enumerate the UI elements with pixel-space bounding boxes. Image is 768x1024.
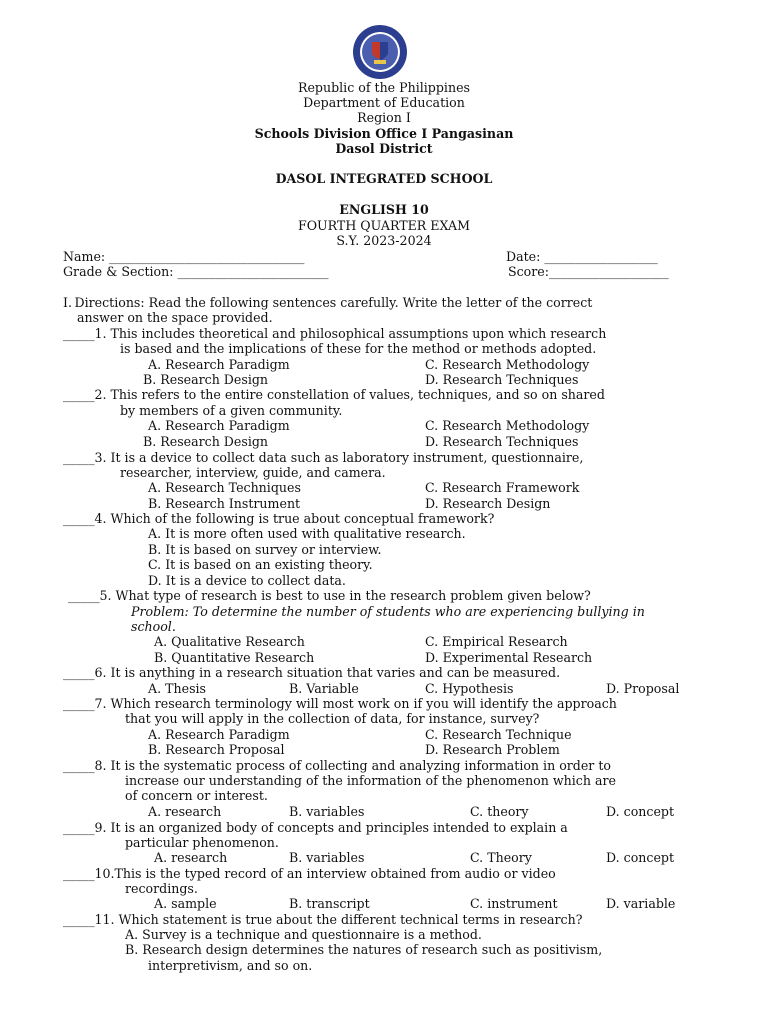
question-10-choice-c: C. instrument — [470, 896, 558, 911]
question-2-line-2: by members of a given community. — [120, 403, 343, 418]
question-5-choice-a: A. Qualitative Research — [154, 634, 305, 649]
question-4-choice-d: D. It is a device to collect data. — [148, 573, 346, 588]
question-6-choice-a: A. Thesis — [148, 681, 207, 696]
directions-line-1: I. Directions: Read the following sentences carefully. Write the letter of the correct — [63, 295, 593, 310]
question-8-line-1: _____8. It is the systematic process of collecting and analyzing information in order to — [63, 758, 611, 773]
question-11-choice-b: B. Research design determines the natures of research such as positivism, — [125, 942, 603, 957]
question-3-choice-c: C. Research Framework — [425, 480, 580, 495]
question-10-line-1: _____10.This is the typed record of an interview obtained from audio or video — [63, 866, 556, 881]
question-10-choice-a: A. sample — [154, 896, 217, 911]
exam-title: FOURTH QUARTER EXAM — [297, 218, 470, 233]
question-7-choice-a: A. Research Paradigm — [148, 727, 290, 742]
question-9-choice-a: A. research — [154, 850, 228, 865]
header-country: Republic of the Philippines — [297, 80, 470, 95]
question-11-choice-a: A. Survey is a technique and questionnaire is a method. — [125, 927, 482, 942]
question-10-choice-b: B. transcript — [289, 896, 370, 911]
question-2-choice-d: D. Research Techniques — [425, 434, 579, 449]
question-9-line-1: _____9. It is an organized body of concepts and principles intended to explain a — [63, 820, 568, 835]
school-year: S.Y. 2023-2024 — [336, 233, 432, 248]
question-5-choice-b: B. Quantitative Research — [154, 650, 315, 665]
question-7-choice-c: C. Research Technique — [425, 727, 572, 742]
question-7-line-2: that you will apply in the collection of data, for instance, survey? — [125, 711, 540, 726]
question-7-choice-d: D. Research Problem — [425, 742, 560, 757]
question-1-line-2: is based and the implications of these for the method or methods adopted. — [120, 341, 597, 356]
question-8-line-3: of concern or interest. — [125, 788, 268, 803]
question-2-choice-b: B. Research Design — [143, 434, 269, 449]
question-8-choice-a: A. research — [148, 804, 222, 819]
question-11-choice-b-cont: interpretivism, and so on. — [148, 958, 313, 973]
question-3-choice-d: D. Research Design — [425, 496, 551, 511]
name-field[interactable]: Name: _______________________________ — [63, 249, 305, 264]
grade-section-field[interactable]: Grade & Section: ________________________ — [63, 264, 329, 279]
question-2-line-1: _____2. This refers to the entire constellation of values, techniques, and so on shared — [63, 387, 605, 402]
question-8-choice-b: B. variables — [289, 804, 365, 819]
question-5-choice-c: C. Empirical Research — [425, 634, 568, 649]
subject-title: ENGLISH 10 — [339, 202, 429, 217]
question-1-choice-a: A. Research Paradigm — [148, 357, 290, 372]
question-9-choice-d: D. concept — [606, 850, 675, 865]
question-5-problem-line-1: Problem: To determine the number of students who are experiencing bullying in — [131, 604, 645, 619]
question-6-choice-d: D. Proposal — [606, 681, 680, 696]
header-division: Schools Division Office I Pangasinan — [254, 126, 514, 141]
question-8-line-2: increase our understanding of the information of the phenomenon which are — [125, 773, 616, 788]
question-8-choice-c: C. theory — [470, 804, 529, 819]
question-3-line-1: _____3. It is a device to collect data such as laboratory instrument, questionnaire, — [63, 450, 584, 465]
question-1-choice-b: B. Research Design — [143, 372, 269, 387]
question-1-choice-d: D. Research Techniques — [425, 372, 579, 387]
question-6-line-1: _____6. It is anything in a research situation that varies and can be measured. — [63, 665, 561, 680]
question-4-line-1: _____4. Which of the following is true about conceptual framework? — [63, 511, 495, 526]
question-10-choice-d: D. variable — [606, 896, 676, 911]
directions-line-2: answer on the space provided. — [77, 310, 273, 325]
header-region: Region I — [357, 110, 411, 125]
deped-seal-logo — [352, 24, 408, 80]
header-department: Department of Education — [303, 95, 465, 110]
question-1-line-1: _____1. This includes theoretical and philosophical assumptions upon which research — [63, 326, 607, 341]
school-name: DASOL INTEGRATED SCHOOL — [275, 171, 493, 186]
question-9-line-2: particular phenomenon. — [125, 835, 279, 850]
question-4-choice-b: B. It is based on survey or interview. — [148, 542, 382, 557]
question-8-choice-d: D. concept — [606, 804, 675, 819]
question-4-choice-c: C. It is based on an existing theory. — [148, 557, 373, 572]
question-2-choice-c: C. Research Methodology — [425, 418, 590, 433]
question-5-line-1: _____5. What type of research is best to use in the research problem given below? — [68, 588, 591, 603]
question-1-choice-c: C. Research Methodology — [425, 357, 590, 372]
question-7-choice-b: B. Research Proposal — [148, 742, 285, 757]
question-5-problem-line-2: school. — [131, 619, 176, 634]
score-field[interactable]: Score:___________________ — [508, 264, 669, 279]
question-3-choice-b: B. Research Instrument — [148, 496, 301, 511]
question-2-choice-a: A. Research Paradigm — [148, 418, 290, 433]
question-7-line-1: _____7. Which research terminology will most work on if you will identify the approach — [63, 696, 617, 711]
question-6-choice-c: C. Hypothesis — [425, 681, 514, 696]
question-5-choice-d: D. Experimental Research — [425, 650, 593, 665]
question-9-choice-c: C. Theory — [470, 850, 532, 865]
date-field[interactable]: Date: __________________ — [506, 249, 658, 264]
header-district: Dasol District — [335, 141, 433, 156]
question-10-line-2: recordings. — [125, 881, 198, 896]
question-11-line-1: _____11. Which statement is true about the different technical terms in research? — [63, 912, 583, 927]
question-6-choice-b: B. Variable — [289, 681, 359, 696]
question-4-choice-a: A. It is more often used with qualitative research. — [148, 526, 466, 541]
question-9-choice-b: B. variables — [289, 850, 365, 865]
question-3-choice-a: A. Research Techniques — [148, 480, 301, 495]
question-3-line-2: researcher, interview, guide, and camera. — [120, 465, 386, 480]
